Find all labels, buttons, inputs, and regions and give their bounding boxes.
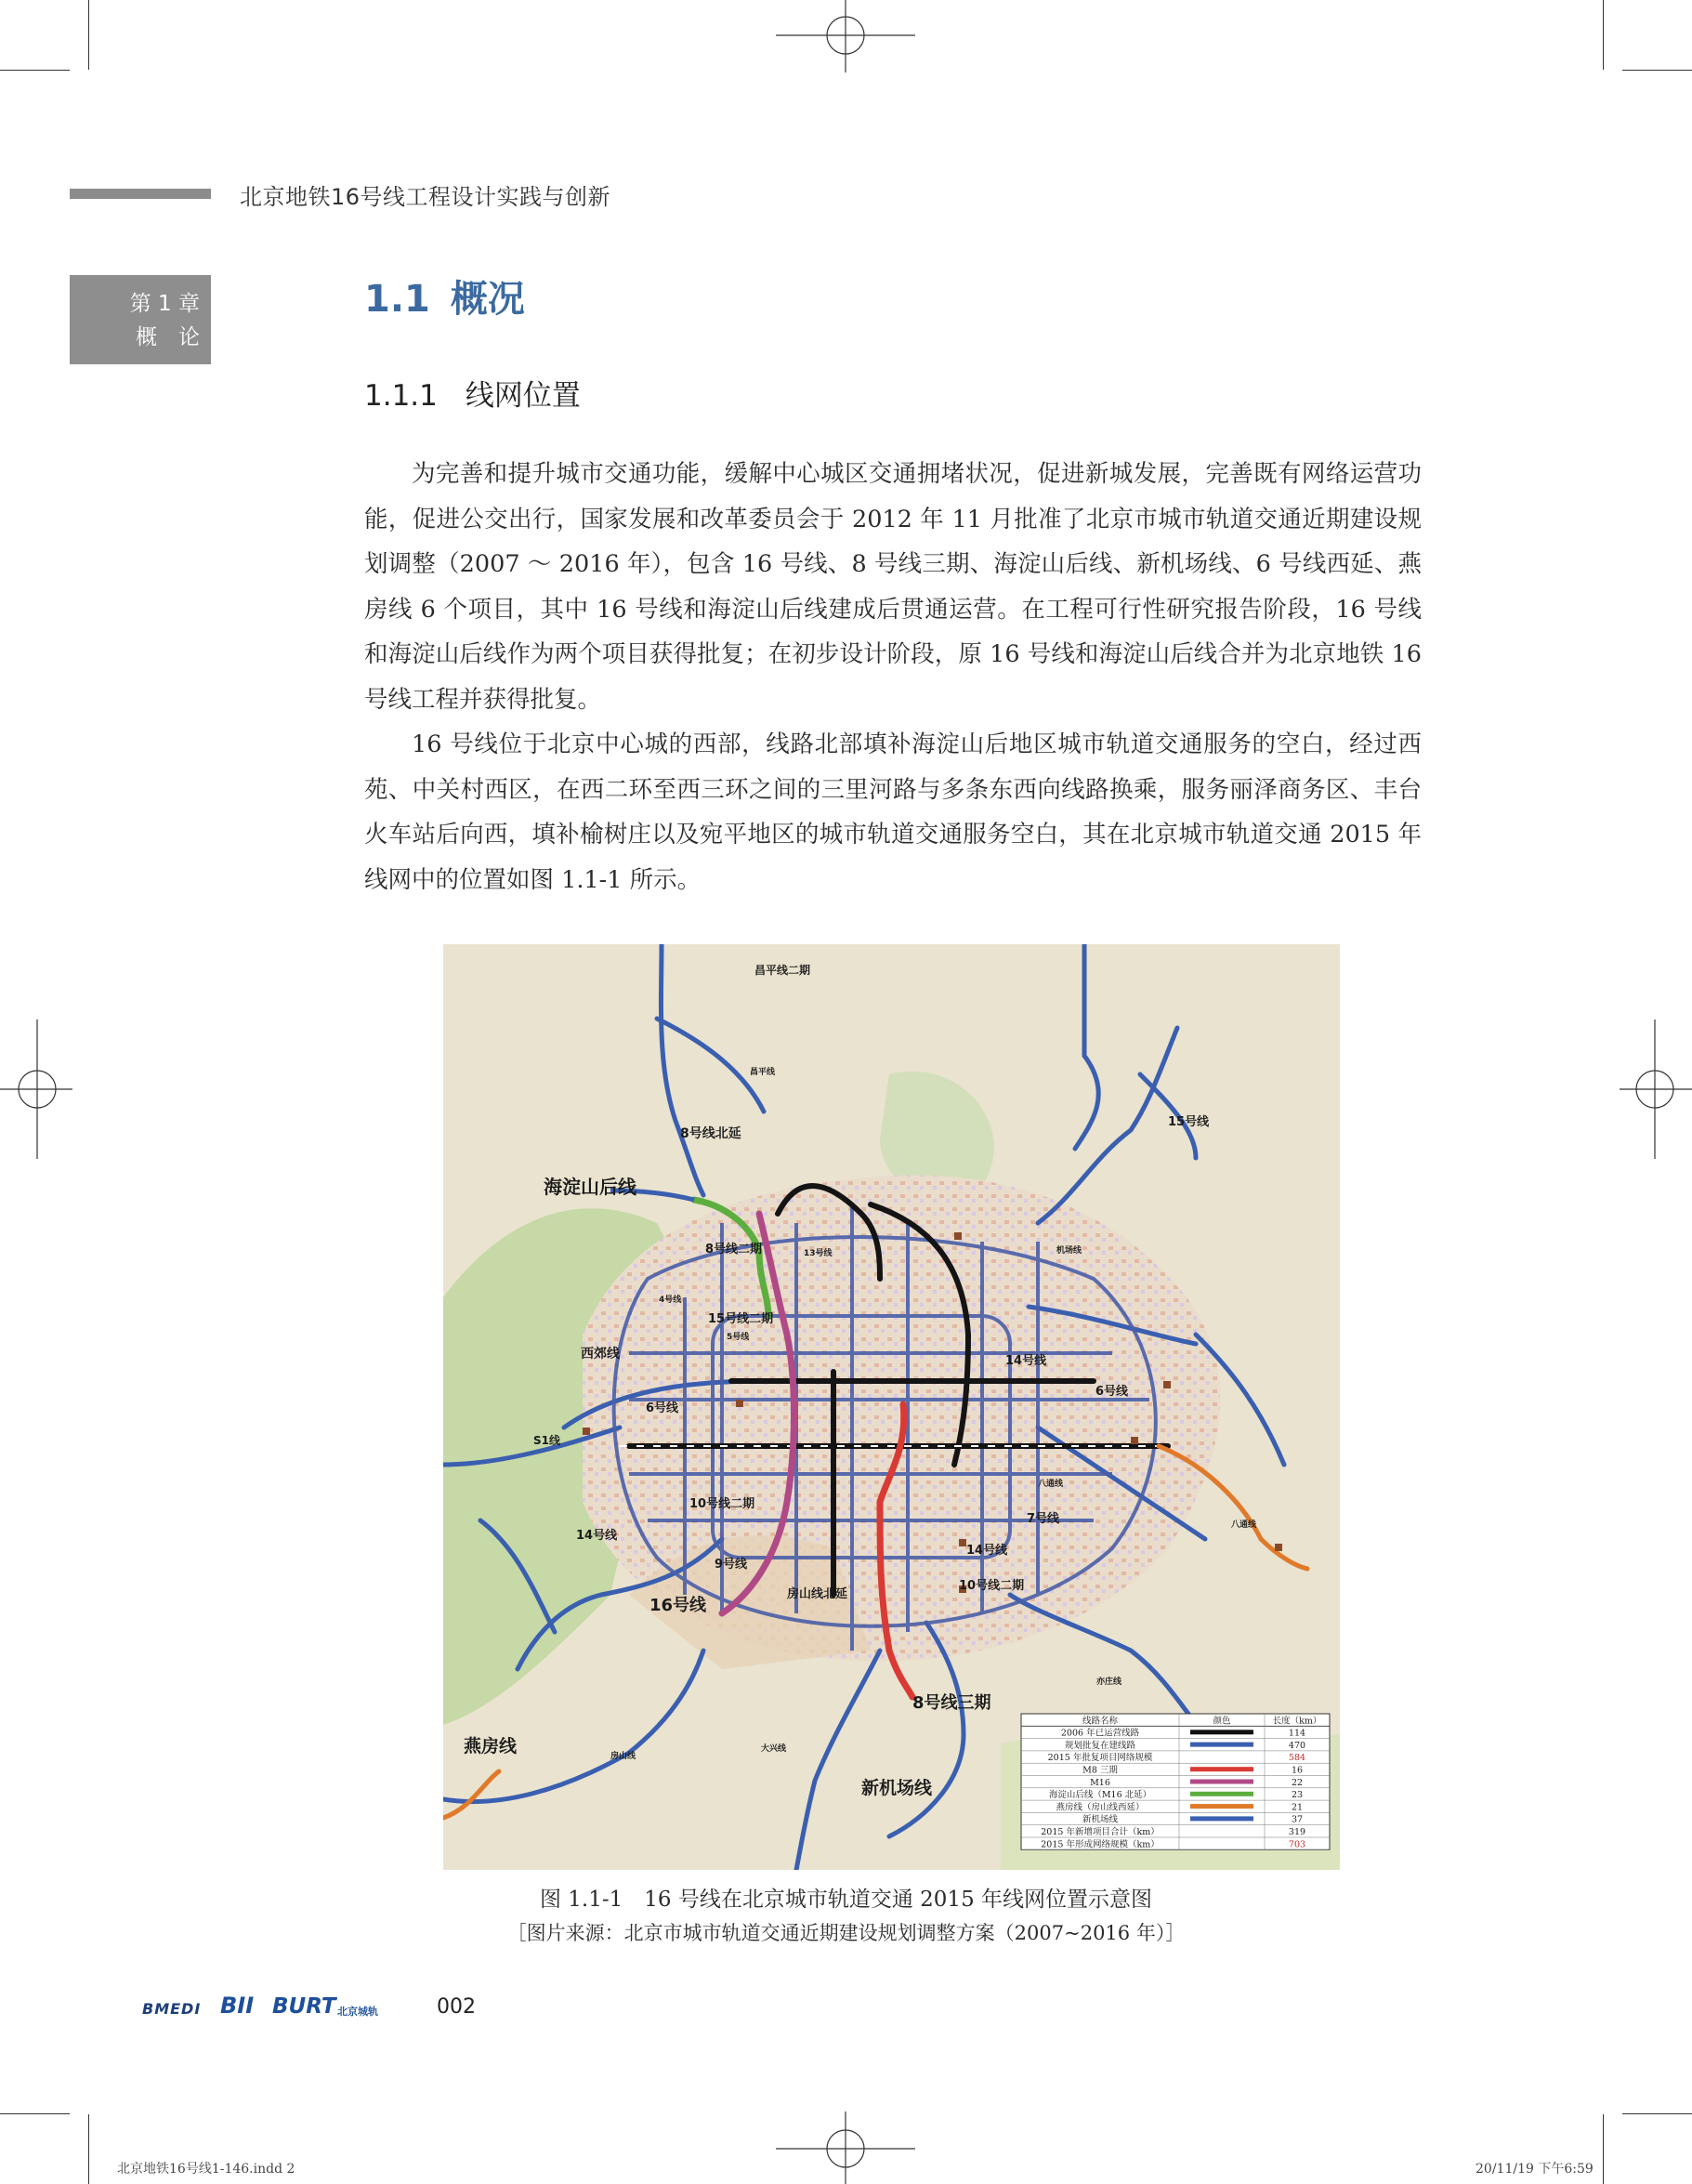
label-batong2: 八通线 <box>1231 1520 1257 1530</box>
legend-row-name: 海淀山后线（M16 北延） <box>1048 1790 1152 1801</box>
label-l14c: 14号线 <box>966 1544 1008 1558</box>
label-l7: 7号线 <box>1027 1512 1060 1526</box>
label-yizhuang: 亦庄线 <box>1096 1677 1122 1687</box>
label-l8phase3: 8号线三期 <box>912 1693 991 1713</box>
file-slug: 北京地铁16号线1-146.indd 2 <box>117 2162 295 2177</box>
legend-row-length: 21 <box>1291 1802 1304 1813</box>
page-number: 002 <box>437 1995 476 2019</box>
label-daxing: 大兴线 <box>761 1744 787 1754</box>
legend-row-length: 37 <box>1291 1814 1304 1825</box>
section-title: 概况 <box>450 278 525 321</box>
legend-row-length: 23 <box>1291 1790 1304 1801</box>
map-legend <box>1021 1714 1330 1849</box>
registration-mark-right <box>1618 1020 1692 1159</box>
crop-mark <box>0 70 70 71</box>
legend-row-name: M16 <box>1090 1777 1110 1788</box>
burt-logo-subtitle: 北京城轨 <box>337 2006 378 2018</box>
label-l14b: 14号线 <box>576 1529 618 1543</box>
subsection-number: 1.1.1 <box>364 379 438 413</box>
label-xijiao: 西郊线 <box>581 1347 620 1362</box>
label-haidian: 海淀山后线 <box>544 1176 636 1198</box>
label-l10p2a: 10号线二期 <box>689 1497 755 1511</box>
legend-row-name: 2006 年已运营线路 <box>1060 1728 1140 1739</box>
label-l15: 15号线 <box>1168 1115 1210 1129</box>
label-fangshan2: 房山线 <box>610 1752 636 1761</box>
label-l14a: 14号线 <box>1005 1354 1047 1368</box>
label-airport: 机场线 <box>1056 1246 1082 1256</box>
legend-row-name: M8 三期 <box>1082 1765 1118 1776</box>
chapter-tab <box>70 275 211 364</box>
legend-row-length: 703 <box>1288 1839 1306 1850</box>
crop-mark <box>0 2113 70 2114</box>
label-l10p2b: 10号线二期 <box>959 1579 1025 1593</box>
legend-row-name: 规划批复在建线路 <box>1064 1740 1136 1751</box>
bii-logo: BII <box>220 1993 255 2019</box>
registration-mark-top <box>776 0 915 74</box>
label-l8north: 8号线北延 <box>680 1126 741 1141</box>
legend-row-length: 16 <box>1291 1765 1304 1776</box>
label-l6b: 6号线 <box>1095 1385 1129 1399</box>
subsection-heading <box>364 372 581 414</box>
label-l15phase2: 15号线二期 <box>708 1312 774 1326</box>
burt-logo: BURT <box>272 1994 336 2019</box>
body-paragraph: 16 号线位于北京中心城的西部，线路北部填补海淀山后地区城市轨道交通服务的空白，经过西苑、中关村西区，在西二环至西三环之间的三里河路与多条东西向线路换乘，服务丽泽商务区、丰台火车站后向西，填补榆树庄以及宛平地区的城市轨道交通服务空白，其在北京城市轨道交通 2015 年线网中的位置如图 1.1-1 所示。 <box>364 730 1422 894</box>
legend-row-name: 新机场线 <box>1082 1814 1119 1825</box>
label-l16: 16号线 <box>649 1596 707 1615</box>
publisher-logos <box>142 1989 421 2026</box>
section-heading <box>364 270 525 322</box>
legend-swatch <box>1190 1767 1253 1771</box>
label-l6a: 6号线 <box>646 1401 679 1415</box>
crop-mark <box>88 2114 89 2184</box>
label-fangshan: 房山线北延 <box>787 1587 848 1601</box>
registration-mark-left <box>0 1020 74 1159</box>
legend-swatch <box>1190 1804 1253 1809</box>
subsection-title: 线网位置 <box>465 379 581 413</box>
header-bar <box>70 189 211 199</box>
legend-swatch <box>1190 1730 1253 1734</box>
label-l5: 5号线 <box>727 1333 750 1342</box>
legend-row-length: 319 <box>1288 1827 1306 1837</box>
chapter-name: 概 论 <box>136 325 200 349</box>
legend-header: 长度（km） <box>1272 1716 1322 1727</box>
label-l8phase2: 8号线二期 <box>705 1243 763 1256</box>
label-l4: 4号线 <box>659 1296 682 1305</box>
legend-row-length: 584 <box>1288 1753 1306 1764</box>
label-yanfang: 燕房线 <box>464 1736 518 1756</box>
running-title: 北京地铁16号线工程设计实践与创新 <box>240 184 611 210</box>
crop-mark <box>1622 2113 1692 2114</box>
body-paragraph: 为完善和提升城市交通功能，缓解中心城区交通拥堵状况，促进新城发展，完善既有网络运营功能，促进公交出行，国家发展和改革委员会于 2012 年 11 月批准了北京市城市轨道交通近期建设规划调整（2007 ～ 2016 年），包含 16 号线、8 号线三期、海淀山后线、新机场线、6 号线西延、燕房线 6 个项目，其中 16 号线和海淀山后线建成后贯通运营。在工程可行性研究报告阶段，16 号线和海淀山后线作为两个项目获得批复；在初步设计阶段，原 16 号线和海淀山后线合并为北京地铁 16 号线工程并获得批复。 <box>364 460 1422 714</box>
legend-row-length: 22 <box>1291 1777 1304 1788</box>
legend-row-name: 2015 年新增项目合计（km） <box>1041 1827 1160 1837</box>
registration-mark-bottom <box>776 2112 915 2184</box>
legend-row-name: 燕房线（房山线西延） <box>1056 1802 1145 1813</box>
label-newairport: 新机场线 <box>861 1778 933 1798</box>
legend-swatch <box>1190 1816 1253 1821</box>
metro-network-map <box>443 944 1340 1870</box>
label-s1: S1线 <box>533 1434 560 1447</box>
crop-mark <box>1603 0 1604 70</box>
legend-swatch <box>1190 1792 1253 1796</box>
legend-header: 颜色 <box>1213 1716 1231 1727</box>
crop-mark <box>88 0 89 70</box>
label-l13: 13号线 <box>804 1249 833 1258</box>
section-number: 1.1 <box>364 278 430 321</box>
legend-row-name: 2015 年形成网络规模（km） <box>1041 1839 1160 1850</box>
label-changping: 昌平线 <box>750 1068 776 1077</box>
label-l9: 9号线 <box>715 1558 748 1572</box>
figure-caption: 图 1.1-1 16 号线在北京城市轨道交通 2015 年线网位置示意图 <box>539 1888 1153 1912</box>
legend-swatch <box>1190 1743 1253 1747</box>
crop-mark <box>1603 2114 1604 2184</box>
chapter-number: 第 1 章 <box>129 292 200 316</box>
legend-header: 线路名称 <box>1082 1716 1119 1727</box>
legend-row-length: 114 <box>1288 1728 1306 1739</box>
crop-mark <box>1622 70 1692 71</box>
bmedi-logo: BMEDI <box>142 2000 202 2018</box>
date-slug: 20/11/19 下午6:59 <box>1476 2162 1594 2177</box>
legend-row-length: 470 <box>1288 1740 1306 1751</box>
legend-row-name: 2015 年批复项目网络规模 <box>1047 1753 1153 1764</box>
label-batong: 八通线 <box>1038 1480 1064 1489</box>
figure-source: ［图片来源：北京市城市轨道交通近期建设规划调整方案（2007~2016 年）］ <box>506 1922 1186 1944</box>
legend-swatch <box>1190 1780 1253 1784</box>
label-changping2: 昌平线二期 <box>754 964 811 977</box>
